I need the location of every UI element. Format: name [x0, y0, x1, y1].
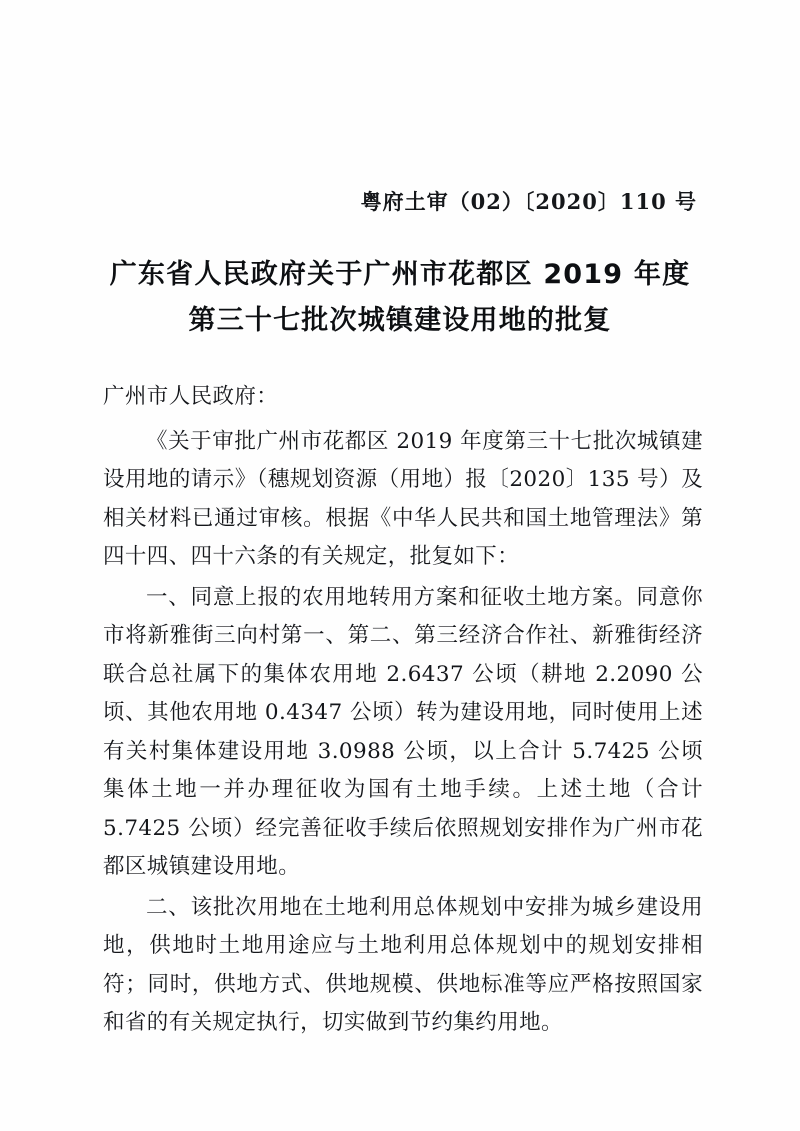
paragraph-item-1: 一、同意上报的农用地转用方案和征收土地方案。同意你市将新雅街三向村第一、第二、第三经济合作社、新雅街经济联合总社属下的集体农用地 2.6437 公顷（耕地 2.2090 公顷、其他农用地 0.4347 公顷）转为建设用地，同时使用上述有关村集体建设用地 3.0988 公顷，以上合计 5.7425 公顷集体土地一并办理征收为国有土地手续。上述土地（合计 5.7425 公顷）经完善征收手续后依照规划安排作为广州市花都区城镇建设用地。 [103, 584, 703, 879]
document-number: 粤府土审（02）〔2020〕110 号 [360, 189, 697, 214]
addressee-line: 广州市人民政府： [103, 384, 279, 409]
title-line-2: 第三十七批次城镇建设用地的批复 [188, 305, 612, 336]
document-body [103, 378, 703, 1045]
document-title [100, 252, 700, 344]
title-line-1: 广东省人民政府关于广州市花都区 2019 年度 [109, 259, 691, 290]
paragraph-item-2: 二、该批次用地在土地利用总体规划中安排为城乡建设用地，供地时土地用途应与土地利用总体规划中的规划安排相符；同时，供地方式、供地规模、供地标准等应严格按照国家和省的有关规定执行，切实做到节约集约用地。 [103, 894, 703, 1035]
paragraph-intro: 《关于审批广州市花都区 2019 年度第三十七批次城镇建设用地的请示》（穗规划资源（用地）报〔2020〕135 号）及相关材料已通过审核。根据《中华人民共和国土地管理法》第四十四、四十六条的有关规定，批复如下： [103, 428, 703, 569]
